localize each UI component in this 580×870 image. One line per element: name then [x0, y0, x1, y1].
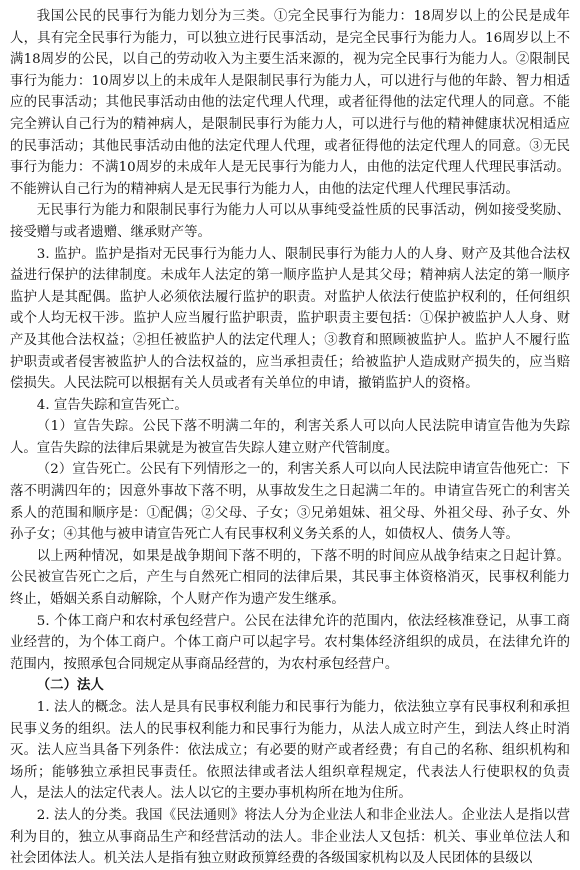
paragraph-pure-benefit: 无民事行为能力和限制民事行为能力人可以从事纯受益性质的民事活动，例如接受奖励、接受赠与或者遗赠、继承财产等。 [10, 203, 570, 240]
paragraph-war-period: 以上两种情况，如果是战争期间下落不明的，下落不明的时间应从战争结束之日起计算。公民被宣告死亡之后，产生与自然死亡相同的法律后果，其民事主体资格消灭，民事权利能力终止，婚姻关系自动解除，个人财产作为遗产发生继承。 [10, 548, 570, 608]
paragraph-individual-business: 5. 个体工商户和农村承包经营户。公民在法律允许的范围内，依法经核准登记，从事工商业经营的，为个体工商户。个体工商户可以起字号。农村集体经济组织的成员，在法律允许的范围内，按照承包合同规定从事商品经营的，为农村承包经营户。 [10, 613, 570, 672]
paragraph-declared-missing: （1）宣告失踪。公民下落不明满二年的，利害关系人可以向人民法院申请宣告他为失踪人。宣告失踪的法律后果就是为被宣告失踪人建立财产代管制度。 [10, 419, 570, 456]
paragraph-missing-death-title: 4. 宣告失踪和宣告死亡。 [36, 397, 188, 413]
paragraph-guardianship: 3. 监护。监护是指对无民事行为能力人、限制民事行为能力人的人身、财产及其他合法权益进行保护的法律制度。未成年人法定的第一顺序监护人是其父母；精神病人法定的第一顺序监护人是其配偶。监护人必须依法履行监护的职责。对监护人依法行使监护权利的，任何组织或个人均无权干涉。监护人应当履行监护职责，监护职责主要包括：①保护被监护人人身、财产及其他合法权益；②担任被监护人的法定代理人；③教育和照顾被监护人。监护人不履行监护职责或者侵害被监护人的合法权益的，应当承担责任；给被监护人造成财产损失的，应当赔偿损失。人民法院可以根据有关人员或者有关单位的申请，撤销监护人的资格。 [10, 246, 570, 392]
paragraph-declared-dead: （2）宣告死亡。公民有下列情形之一的，利害关系人可以向人民法院申请宣告他死亡：下落不明满四年的；因意外事故下落不明，从事故发生之日起满二年的。申请宣告死亡的利害关系人的范围和顺序是：①配偶；②父母、子女；③兄弟姐妹、祖父母、外祖父母、孙子女、外孙子女；④其他与被申请宣告死亡人有民事权利义务关系的人，如债权人、债务人等。 [10, 462, 570, 543]
section-heading-legal-person: （二）法人 [36, 678, 104, 694]
paragraph-legal-person-classification: 2. 法人的分类。我国《民法通则》将法人分为企业法人和非企业法人。企业法人是指以营利为目的，独立从事商品生产和经营活动的法人。非企业法人又包括：机关、事业单位法人和社会团体法人。机关法人是指有独立财政预算经费的各级国家机构以及人民团体的县级以 [10, 807, 570, 867]
paragraph-legal-person-concept: 1. 法人的概念。法人是具有民事权利能力和民事行为能力，依法独立享有民事权利和承担民事义务的组织。法人的民事权利能力和民事行为能力，从法人成立时产生，到法人终止时消灭。法人应当具备下列条件：依法成立；有必要的财产或者经费；有自己的名称、组织机构和场所；能够独立承担民事责任。依照法律或者法人组织章程规定，代表法人行使职权的负责人，是法人的法定代表人。法人以它的主要办事机构所在地为住所。 [10, 700, 570, 802]
paragraph-capacity-types: 我国公民的民事行为能力划分为三类。①完全民事行为能力：18周岁以上的公民是成年人，具有完全民事行为能力，可以独立进行民事活动，是完全民事行为能力人。16周岁以上不满18周岁的公民，以自己的劳动收入为主要生活来源的，视为完全民事行为能力人。②限制民事行为能力：10周岁以上的未成年人是限制民事行为能力人，可以进行与他的年龄、智力相适应的民事活动；其他民事活动由他的法定代理人代理，或者征得他的法定代理人的同意。不能完全辨认自己行为的精神病人，是限制民事行为能力人，可以进行与他的精神健康状况相适应的民事活动；其他民事活动由他的法定代理人代理，或者征得他的法定代理人的同意。③无民事行为能力：不满10周岁的未成年人是无民事行为能力人，由他的法定代理人代理民事活动。不能辨认自己行为的精神病人是无民事行为能力人，由他的法定代理人代理民事活动。 [10, 9, 570, 197]
